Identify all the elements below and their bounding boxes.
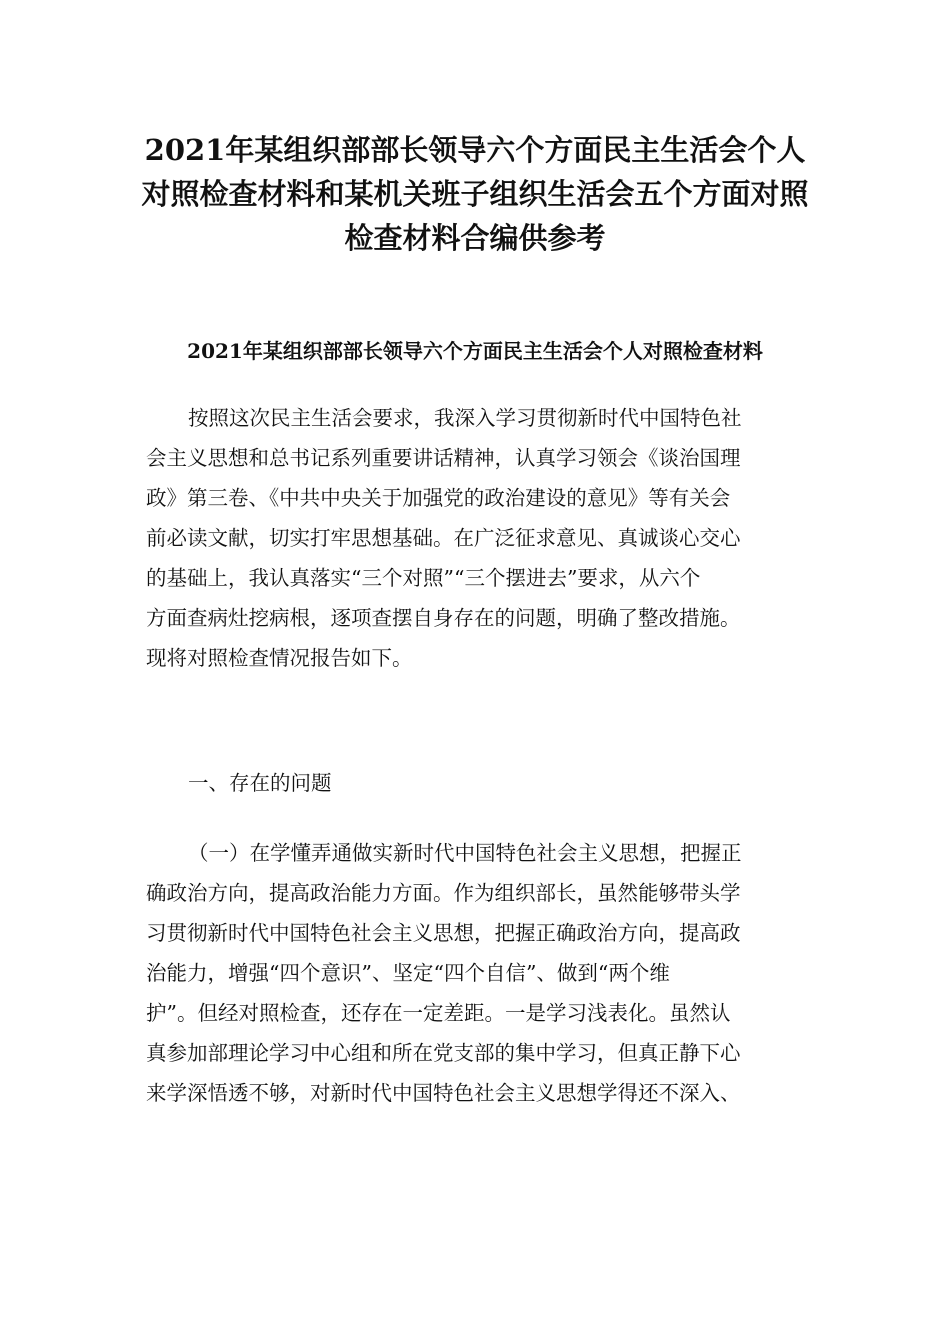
document-title [140,128,810,260]
text-line: 会主义思想和总书记系列重要讲话精神，认真学习领会《谈治国理 [146,446,741,470]
title-line: 2021年某组织部部长领导六个方面民主生活会个人 [144,133,806,167]
intro-paragraph [146,398,806,678]
text-line: 护”。但经对照检查，还存在一定差距。一是学习浅表化。虽然认 [146,1001,731,1025]
text-line: 现将对照检查情况报告如下。 [146,646,413,670]
text-line: 来学深悟透不够，对新时代中国特色社会主义思想学得还不深入、 [146,1081,741,1105]
section-heading [146,763,806,803]
text-line: （一）在学懂弄通做实新时代中国特色社会主义思想，把握正 [188,841,742,865]
text-line: 前必读文献，切实打牢思想基础。在广泛征求意见、真诚谈心交心 [146,526,741,550]
text-line: 真参加部理论学习中心组和所在党支部的集中学习，但真正静下心 [146,1041,741,1065]
title-line: 对照检查材料和某机关班子组织生活会五个方面对照 [141,177,809,211]
text-line: 习贯彻新时代中国特色社会主义思想，把握正确政治方向，提高政 [146,921,741,945]
section-title: 2021年某组织部部长领导六个方面民主生活会个人对照检查材料 [187,339,763,363]
text-line: 确政治方向，提高政治能力方面。作为组织部长，虽然能够带头学 [146,881,741,905]
text-line: 治能力，增强“四个意识”、坚定“四个自信”、做到“两个维 [146,961,670,985]
text-line: 方面查病灶挖病根，逐项查摆自身存在的问题，明确了整改措施。 [146,606,741,630]
item-one-paragraph [146,833,806,1113]
section-heading-text: 一、存在的问题 [188,771,332,795]
text-line: 政》第三卷、《中共中央关于加强党的政治建设的意见》等有关会 [146,486,731,510]
text-line: 的基础上，我认真落实“三个对照”“三个摆进去”要求，从六个 [146,566,701,590]
text-line: 按照这次民主生活会要求，我深入学习贯彻新时代中国特色社 [188,406,742,430]
title-line: 检查材料合编供参考 [344,221,606,255]
